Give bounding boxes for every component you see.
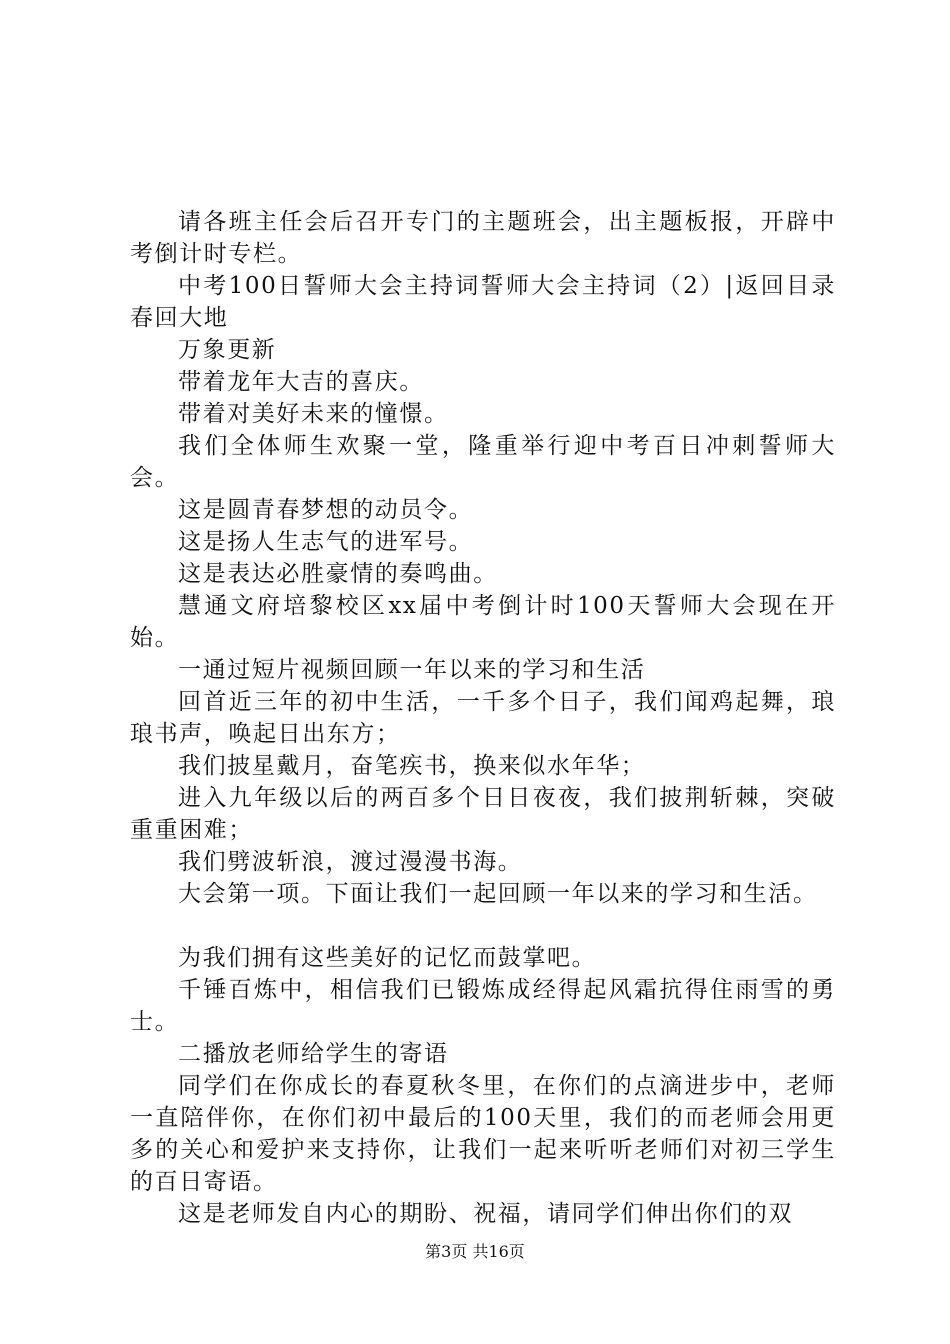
paragraph: 带着对美好未来的憧憬。 (178, 401, 449, 427)
paragraph: 同学们在你成长的春夏秋冬里，在你们的点滴进步中，老师一直陪伴你，在你们初中最后的100天里，我们的而老师会用更多的关心和爱护来支持你，让我们一起来听听老师们对初三学生的百日寄语。 (130, 1073, 836, 1195)
paragraph: 中考100日誓师大会主持词誓师大会主持词（2）|返回目录春回大地 (130, 273, 836, 331)
paragraph: 带着龙年大吉的喜庆。 (178, 369, 424, 395)
paragraph: 慧通文府培黎校区xx届中考倒计时100天誓师大会现在开始。 (130, 593, 836, 651)
paragraph: 这是扬人生志气的进军号。 (178, 529, 474, 555)
paragraph: 这是圆青春梦想的动员令。 (178, 497, 474, 523)
page-footer: 第3页 共16页 (425, 1242, 525, 1261)
paragraph: 二播放老师给学生的寄语 (178, 1041, 449, 1067)
paragraph: 万象更新 (178, 337, 277, 363)
paragraph: 我们全体师生欢聚一堂，隆重举行迎中考百日冲刺誓师大会。 (130, 433, 836, 491)
paragraph: 为我们拥有这些美好的记忆而鼓掌吧。 (178, 945, 597, 971)
document-body (130, 206, 836, 1230)
paragraph: 进入九年级以后的两百多个日日夜夜，我们披荆斩棘，突破重重困难； (130, 785, 836, 843)
paragraph: 我们披星戴月，奋笔疾书，换来似水年华； (178, 753, 646, 779)
paragraph: 一通过短片视频回顾一年以来的学习和生活 (178, 657, 646, 683)
paragraph: 千锤百炼中，相信我们已锻炼成经得起风霜抗得住雨雪的勇士。 (130, 977, 836, 1035)
paragraph: 这是表达必胜豪情的奏鸣曲。 (178, 561, 498, 587)
blank-line (130, 910, 836, 942)
paragraph: 我们劈波斩浪，渡过漫漫书海。 (178, 849, 523, 875)
paragraph: 这是老师发自内心的期盼、祝福，请同学们伸出你们的双 (178, 1201, 793, 1227)
paragraph: 回首近三年的初中生活，一千多个日子，我们闻鸡起舞，琅琅书声，唤起日出东方； (130, 689, 836, 747)
paragraph: 请各班主任会后召开专门的主题班会，出主题板报，开辟中考倒计时专栏。 (130, 209, 836, 267)
paragraph: 大会第一项。下面让我们一起回顾一年以来的学习和生活。 (178, 881, 818, 907)
